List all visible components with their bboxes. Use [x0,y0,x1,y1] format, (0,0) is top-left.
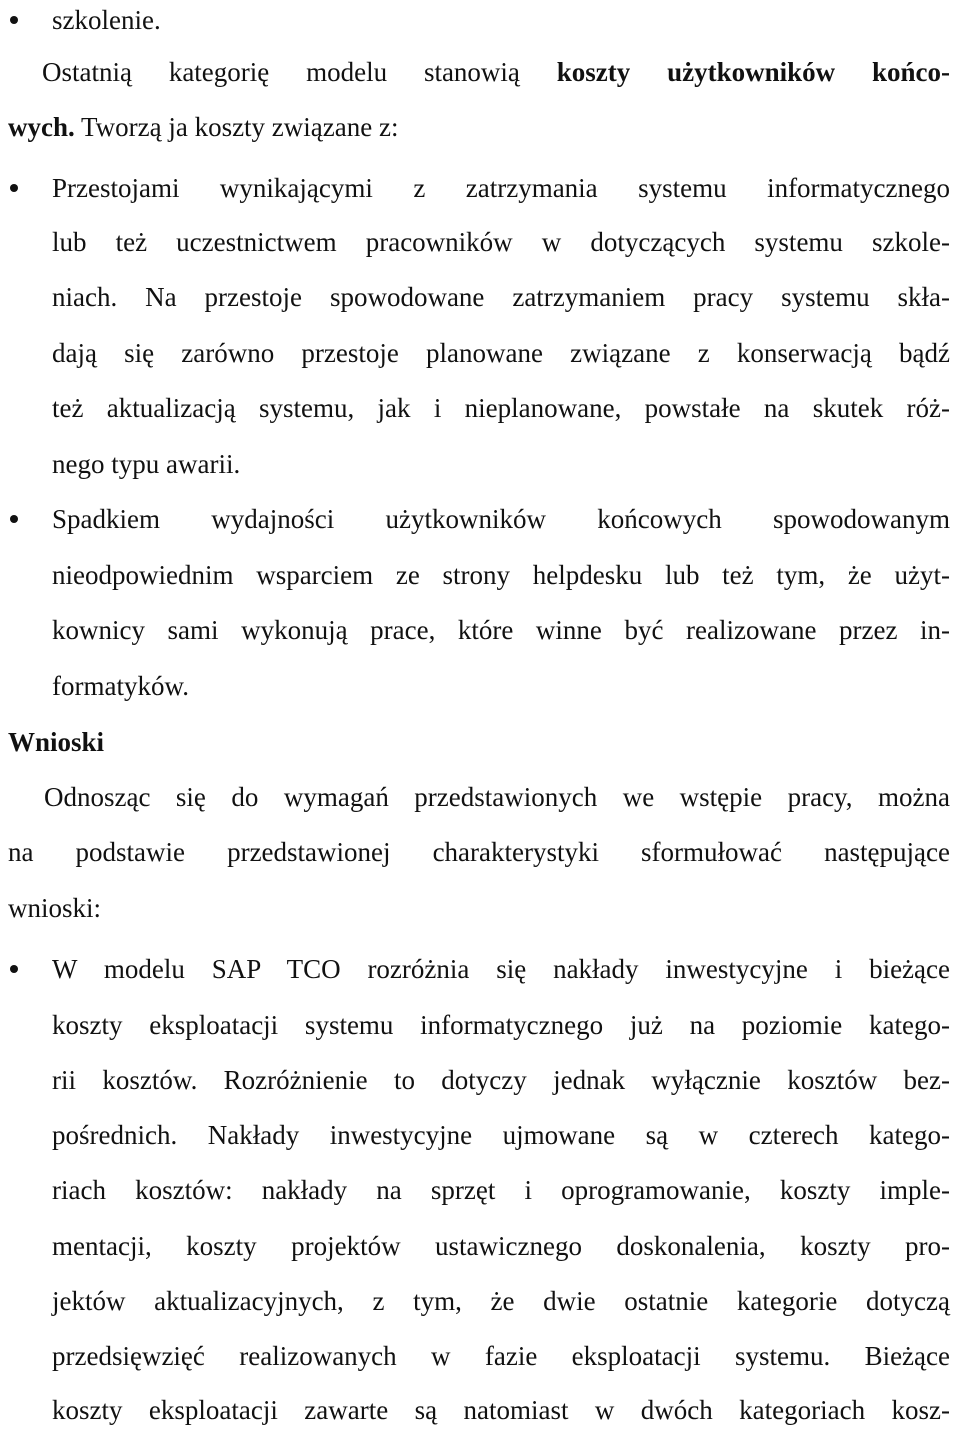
bullet-text-line: formatyków. [52,671,189,701]
bullet-text-line: Spadkiem wydajności użytkowników końcowych spowodowanym [52,504,950,534]
bullet-text-line: dają się zarówno przestoje planowane związane z konserwacją bądź [52,338,950,368]
section-heading: Wnioski [8,727,105,757]
bullet-marker [10,184,18,192]
bullet-text-line: kownicy sami wykonują prace, które winne być realizowane przez in- [52,615,950,645]
paragraph-text: Ostatnią kategorię modelu stanowią [42,57,557,87]
bullet-text-line: koszty eksploatacji zawarte są natomiast w dwóch kategoriach kosz- [52,1395,950,1425]
bullet-text-line: niach. Na przestoje spowodowane zatrzymaniem pracy systemu skła- [52,282,950,312]
bullet-text-line: też aktualizacją systemu, jak i nieplanowane, powstałe na skutek róż- [52,393,950,423]
bullet-marker [10,965,18,973]
bullet-text-line: jektów aktualizacyjnych, z tym, że dwie ostatnie kategorie dotyczą [52,1286,950,1316]
bullet-text-line: szkolenie. [52,5,161,35]
bullet-text-line: Przestojami wynikającymi z zatrzymania systemu informatycznego [52,173,950,203]
bullet-text-line: koszty eksploatacji systemu informatycznego już na poziomie katego- [52,1010,950,1040]
bullet-marker [10,16,18,24]
bold-term: wych. [8,112,75,142]
paragraph-line [42,52,950,92]
bullet-text-line: pośrednich. Nakłady inwestycyjne ujmowane są w czterech katego- [52,1120,950,1150]
paragraph-line [8,107,398,147]
paragraph-line: Odnosząc się do wymagań przedstawionych we wstępie pracy, można [44,782,950,812]
bullet-text-line: przedsięwzięć realizowanych w fazie eksploatacji systemu. Bieżące [52,1341,950,1371]
bullet-text-line: rii kosztów. Rozróżnienie to dotyczy jednak wyłącznie kosztów bez- [52,1065,950,1095]
bullet-text-line: lub też uczestnictwem pracowników w dotyczących systemu szkole- [52,227,950,257]
bullet-text-line: riach kosztów: nakłady na sprzęt i oprogramowanie, koszty imple- [52,1175,950,1205]
bullet-marker [10,515,18,523]
bold-term: koszty użytkowników końco- [556,57,950,87]
bullet-text-line: nego typu awarii. [52,449,241,479]
paragraph-line: wnioski: [8,893,102,923]
bullet-text-line: W modelu SAP TCO rozróżnia się nakłady inwestycyjne i bieżące [52,954,950,984]
bullet-text-line: mentacji, koszty projektów ustawicznego doskonalenia, koszty pro- [52,1231,950,1261]
paragraph-line: na podstawie przedstawionej charakterystyki sformułować następujące [8,837,950,867]
paragraph-text: Tworzą ja koszty związane z: [74,112,399,142]
bullet-text-line: nieodpowiednim wsparciem ze strony helpdesku lub też tym, że użyt- [52,560,950,590]
